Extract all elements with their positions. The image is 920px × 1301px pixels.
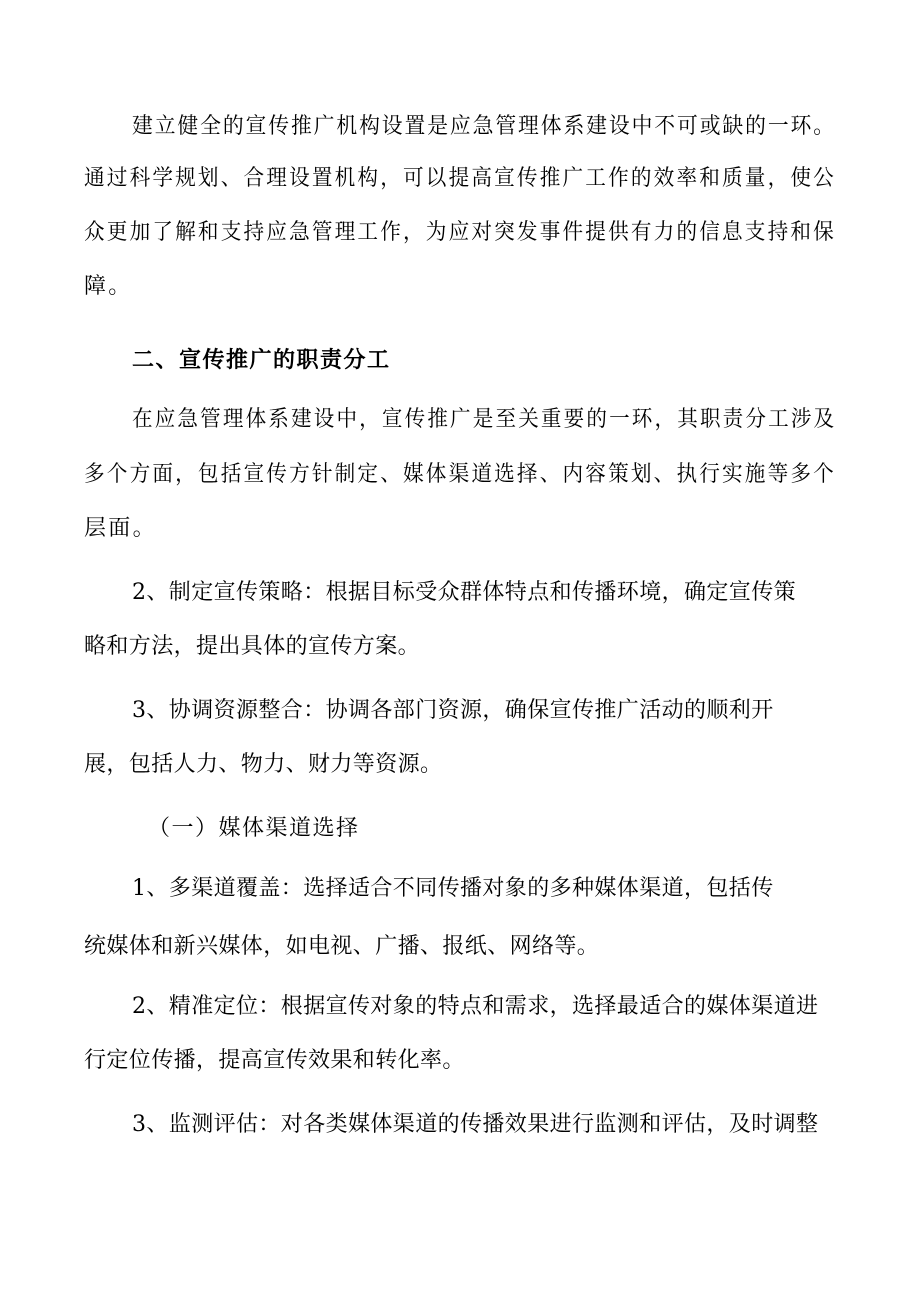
media-subheading: （一）媒体渠道选择 [148,816,360,841]
media-item-1-line-1: 1、多渠道覆盖：选择适合不同传播对象的多种媒体渠道，包括传 [132,876,774,901]
responsibility-line-1: 在应急管理体系建设中，宣传推广是至关重要的一环，其职责分工涉及 [132,407,837,432]
responsibility-line-3: 层面。 [84,516,157,541]
intro-line-1: 建立健全的宣传推广机构设置是应急管理体系建设中不可或缺的一环。 [132,114,836,139]
intro-line-3: 众更加了解和支持应急管理工作，为应对突发事件提供有力的信息支持和保 [84,220,836,245]
media-item-2-line-2: 行定位传播，提高宣传效果和转化率。 [84,1048,465,1073]
media-item-3-line-1: 3、监测评估：对各类媒体渠道的传播效果进行监测和评估，及时调整 [132,1112,819,1137]
media-item-1-line-2: 统媒体和新兴媒体，如电视、广播、报纸、网络等。 [84,934,600,959]
section-heading: 二、宣传推广的职责分工 [132,347,391,373]
media-item-2-line-1: 2、精准定位：根据宣传对象的特点和需求，选择最适合的媒体渠道进 [132,994,819,1019]
strategy-line-2: 略和方法，提出具体的宣传方案。 [84,634,421,659]
resources-line-1: 3、协调资源整合：协调各部门资源，确保宣传推广活动的顺利开 [132,698,774,723]
strategy-line-1: 2、制定宣传策略：根据目标受众群体特点和传播环境，确定宣传策 [132,580,796,605]
intro-line-4: 障。 [84,274,133,299]
responsibility-line-2: 多个方面，包括宣传方针制定、媒体渠道选择、内容策划、执行实施等多个 [84,462,836,487]
resources-line-2: 展，包括人力、物力、财力等资源。 [84,752,443,777]
intro-line-2: 通过科学规划、合理设置机构，可以提高宣传推广工作的效率和质量，使公 [84,166,836,191]
